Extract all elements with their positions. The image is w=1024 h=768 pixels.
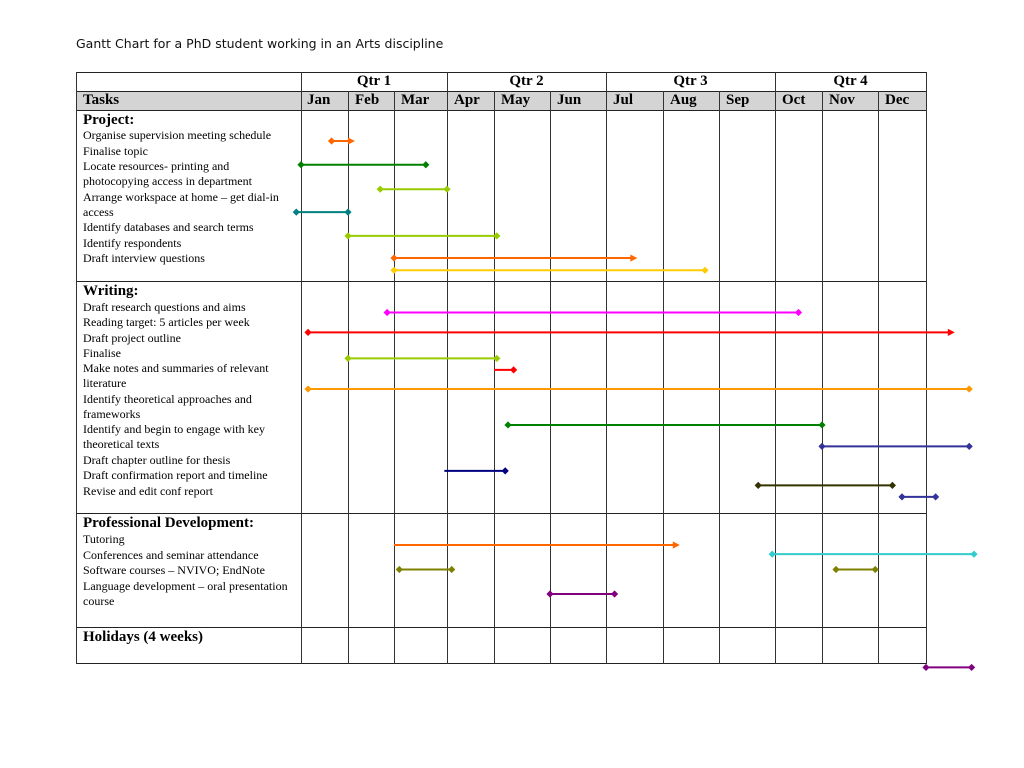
gantt-bar-arrange-workspace-at-home-get-dial-in-access-start-diamond-marker [293, 209, 300, 216]
gantt-bar-identify-databases-and-search-terms-end-diamond-marker [493, 232, 500, 239]
section-title-professional: Professional Development: [83, 515, 254, 531]
task-language-development: Language development – oral presentation course [83, 578, 288, 608]
task-arrange-workspace: Arrange workspace at home – get dial-in access [83, 189, 279, 219]
quarter-1-header: Qtr 1 [356, 73, 392, 89]
task-reading-target: Reading target: 5 articles per week [83, 315, 250, 329]
task-identify-respondents: Identify respondents [83, 235, 182, 250]
gantt-bar-finalise-end-diamond-marker [510, 366, 517, 373]
month-header-jun: Jun [557, 92, 582, 108]
quarter-3-header: Qtr 3 [673, 73, 708, 89]
gantt-bar-software-courses-nvivo-endnote-oct-end-diamond-marker [872, 566, 879, 573]
gantt-bar-finalise-topic-start-diamond-marker [297, 161, 304, 168]
task-organise-supervision: Organise supervision meeting schedule [83, 128, 272, 142]
task-tutoring: Tutoring [83, 532, 125, 546]
task-identify-databases: Identify databases and search terms [83, 220, 254, 234]
gantt-bar-software-courses-nvivo-endnote-mar-start-diamond-marker [396, 566, 403, 573]
task-software-courses: Software courses – NVIVO; EndNote [83, 563, 265, 577]
gantt-bar-locate-resources-printing-and-photocopying-access-in-department-end-diamond-marker [443, 186, 450, 193]
gantt-bar-organise-supervision-meeting-schedule-start-diamond-marker [328, 137, 335, 144]
tasks-column-header: Tasks [83, 92, 120, 108]
gantt-bar-conferences-and-seminar-attendance-start-diamond-marker [769, 551, 776, 558]
month-header-mar: Mar [401, 92, 430, 108]
gantt-bar-language-development-oral-presentation-course-end-diamond-marker [611, 590, 618, 597]
task-finalise-topic: Finalise topic [83, 143, 148, 158]
quarter-4-header: Qtr 4 [833, 73, 868, 89]
gantt-bar-arrange-workspace-at-home-get-dial-in-access-end-diamond-marker [344, 209, 351, 216]
task-draft-project-outline: Draft project outline [83, 330, 181, 345]
gantt-bar-identify-theoretical-approaches-and-frameworks-start-diamond-marker [504, 421, 511, 428]
task-draft-interview-questions: Draft interview questions [83, 251, 205, 265]
gantt-bar-draft-project-outline-start-diamond-marker [344, 355, 351, 362]
task-identify-theoretical-approaches: Identify theoretical approaches and frameworks [83, 391, 252, 421]
gantt-bar-draft-project-outline-end-diamond-marker [493, 355, 500, 362]
gantt-bar-organise-supervision-meeting-schedule-end-arrowhead [348, 137, 355, 144]
gantt-bar-identify-respondents-start-diamond-marker [390, 254, 397, 261]
gantt-bar-identify-and-begin-to-engage-with-key-theoretical-texts-end-diamond-marker [966, 443, 973, 450]
gantt-bar-software-courses-nvivo-endnote-oct-start-diamond-marker [832, 566, 839, 573]
task-engage-theoretical-texts: Identify and begin to engage with key theoretical texts [83, 422, 265, 452]
gantt-bar-draft-interview-questions-end-diamond-marker [701, 267, 708, 274]
gantt-bar-reading-target-5-articles-per-week-start-diamond-marker [304, 329, 311, 336]
gantt-bar-identify-databases-and-search-terms-start-diamond-marker [344, 232, 351, 239]
gantt-bar-software-courses-nvivo-endnote-mar-end-diamond-marker [448, 566, 455, 573]
gantt-bar-revise-and-edit-conf-report-end-diamond-marker [932, 493, 939, 500]
gantt-bar-draft-confirmation-report-and-timeline-start-diamond-marker [755, 482, 762, 489]
gantt-bar-draft-interview-questions-start-diamond-marker [390, 267, 397, 274]
section-title-holidays: Holidays (4 weeks) [83, 629, 203, 645]
gantt-bar-make-notes-and-summaries-of-relevant-literature-start-diamond-marker [304, 385, 311, 392]
gantt-bar-make-notes-and-summaries-of-relevant-literature-end-diamond-marker [966, 385, 973, 392]
gantt-bar-identify-and-begin-to-engage-with-key-theoretical-texts-start-diamond-marker [818, 443, 825, 450]
task-conferences: Conferences and seminar attendance [83, 547, 259, 562]
month-header-oct: Oct [782, 92, 806, 108]
page-title: Gantt Chart for a PhD student working in an Arts discipline [76, 36, 444, 51]
quarter-2-header: Qtr 2 [509, 73, 544, 89]
gantt-bar-language-development-oral-presentation-course-start-diamond-marker [546, 590, 553, 597]
gantt-bar-holidays-4-weeks-start-diamond-marker [922, 664, 929, 671]
gantt-bar-reading-target-5-articles-per-week-end-arrowhead [948, 329, 955, 336]
task-draft-research-questions: Draft research questions and aims [83, 299, 246, 314]
task-locate-resources: Locate resources- printing and photocopying access in department [83, 159, 252, 189]
gantt-bar-identify-theoretical-approaches-and-frameworks-end-diamond-marker [818, 421, 825, 428]
month-header-may: May [501, 92, 531, 108]
section-title-writing: Writing: [83, 283, 139, 299]
section-title-project: Project: [83, 112, 135, 128]
month-header-feb: Feb [355, 92, 380, 108]
month-header-jul: Jul [613, 92, 634, 108]
gantt-bar-holidays-4-weeks-end-diamond-marker [968, 664, 975, 671]
month-header-sep: Sep [726, 92, 750, 108]
month-header-jan: Jan [307, 92, 331, 108]
gantt-bar-tutoring-end-arrowhead [673, 541, 680, 548]
month-header-nov: Nov [829, 92, 855, 108]
gantt-bar-draft-research-questions-and-aims-start-diamond-marker [384, 309, 391, 316]
task-make-notes: Make notes and summaries of relevant literature [83, 361, 269, 391]
task-finalise: Finalise [83, 345, 121, 360]
month-header-apr: Apr [454, 92, 480, 108]
gantt-bar-revise-and-edit-conf-report-start-diamond-marker [898, 493, 905, 500]
gantt-bar-identify-respondents-end-arrowhead [630, 254, 637, 261]
gantt-bar-draft-chapter-outline-for-thesis-end-diamond-marker [502, 467, 509, 474]
gantt-bar-draft-research-questions-and-aims-end-diamond-marker [795, 309, 802, 316]
gantt-bar-draft-confirmation-report-and-timeline-end-diamond-marker [889, 482, 896, 489]
gantt-bar-finalise-topic-end-diamond-marker [422, 161, 429, 168]
gantt-bar-locate-resources-printing-and-photocopying-access-in-department-start-diamond-marker [377, 186, 384, 193]
task-draft-confirmation-report: Draft confirmation report and timeline [83, 468, 268, 482]
month-header-aug: Aug [670, 92, 697, 108]
task-revise-conf-report: Revise and edit conf report [83, 483, 213, 498]
task-draft-chapter-outline: Draft chapter outline for thesis [83, 452, 231, 467]
gantt-bar-conferences-and-seminar-attendance-end-diamond-marker [970, 551, 977, 558]
month-header-dec: Dec [885, 92, 910, 108]
